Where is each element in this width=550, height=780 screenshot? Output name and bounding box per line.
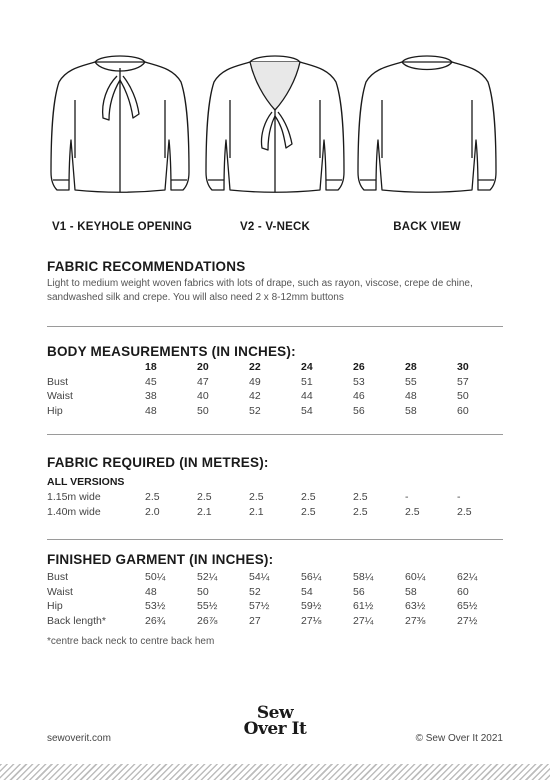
table-cell: 55 (405, 375, 417, 388)
table-row (47, 585, 509, 600)
table-cell: 2.5 (353, 491, 368, 504)
table-cell: 27⅛ (301, 614, 322, 627)
table-cell: 47 (197, 375, 209, 388)
divider (47, 539, 503, 540)
table-row (47, 404, 509, 419)
table-cell: 40 (197, 390, 209, 403)
table-row (47, 505, 509, 520)
table-cell: 27⅜ (405, 614, 426, 627)
row-label: Waist (47, 390, 73, 403)
table-cell: 50¼ (145, 571, 166, 584)
table-cell: 48 (145, 585, 157, 598)
size-cell: 28 (405, 361, 417, 374)
finished-garment-table (47, 570, 509, 628)
size-cell: 20 (197, 361, 209, 374)
table-cell: 50 (457, 390, 469, 403)
table-cell: 2.5 (301, 491, 316, 504)
size-cell: 30 (457, 361, 469, 374)
v1-blouse-illustration (45, 40, 195, 200)
table-row (47, 570, 509, 585)
table-cell: 46 (353, 390, 365, 403)
table-cell: 58 (405, 404, 417, 417)
v2-label: V2 - V-NECK (240, 221, 310, 233)
fabric-required-heading: FABRIC REQUIRED (IN METRES): (47, 455, 269, 470)
table-cell: 53½ (145, 600, 166, 613)
v1-label: V1 - KEYHOLE OPENING (51, 221, 193, 233)
table-cell: 54¼ (249, 571, 270, 584)
table-cell: 61½ (353, 600, 374, 613)
divider (47, 434, 503, 435)
table-row (47, 599, 509, 614)
table-cell: 2.1 (249, 505, 264, 518)
table-cell: 44 (301, 390, 313, 403)
table-cell: 48 (145, 404, 157, 417)
table-cell: 26⅞ (197, 614, 218, 627)
table-cell: 54 (301, 404, 313, 417)
row-label: 1.15m wide (47, 491, 101, 504)
table-cell: 56 (353, 404, 365, 417)
v2-blouse-illustration (200, 40, 350, 200)
table-cell: 52¼ (197, 571, 218, 584)
size-cell: 24 (301, 361, 313, 374)
body-measurements-heading: BODY MEASUREMENTS (IN INCHES): (47, 344, 296, 359)
row-label: Bust (47, 375, 69, 388)
table-cell: 2.5 (405, 505, 420, 518)
back-view-label: BACK VIEW (393, 221, 461, 233)
table-cell: 51 (301, 375, 313, 388)
table-cell: 2.5 (457, 505, 472, 518)
fabric-recommendations-text: Light to medium weight woven fabrics with lots of drape, such as rayon, viscose, crepe de chine, sandwashed silk and crepe. You will also need 2 x 8-12mm buttons (47, 278, 473, 303)
table-cell: 2.5 (249, 491, 264, 504)
body-measurements-table (47, 360, 509, 418)
table-cell: 49 (249, 375, 261, 388)
row-label: Waist (47, 585, 73, 598)
sew-over-it-logo (225, 705, 325, 737)
divider (47, 326, 503, 327)
table-cell: 27½ (457, 614, 478, 627)
table-cell: 26¾ (145, 614, 166, 627)
table-cell: 58 (405, 585, 417, 598)
diagonal-stripe-border (0, 764, 550, 780)
table-cell: 65½ (457, 600, 478, 613)
table-row (47, 375, 509, 390)
table-cell: 54 (301, 585, 313, 598)
table-row (47, 490, 509, 505)
table-cell: 53 (353, 375, 365, 388)
table-cell: 59½ (301, 600, 322, 613)
table-cell: 2.5 (353, 505, 368, 518)
row-label: Bust (47, 571, 69, 584)
table-cell: 48 (405, 390, 417, 403)
table-cell: 38 (145, 390, 157, 403)
table-cell: 52 (249, 585, 261, 598)
table-cell: 62¼ (457, 571, 478, 584)
fabric-required-table (47, 490, 509, 519)
table-cell: 52 (249, 404, 261, 417)
back-length-footnote: *centre back neck to centre back hem (47, 636, 215, 647)
table-cell: 27¼ (353, 614, 374, 627)
table-cell: 45 (145, 375, 157, 388)
table-cell: 2.1 (197, 505, 212, 518)
table-cell: 27 (249, 614, 261, 627)
table-cell: 2.5 (301, 505, 316, 518)
size-cell: 26 (353, 361, 365, 374)
back-view-illustration (352, 40, 502, 200)
fabric-recommendations-heading: FABRIC RECOMMENDATIONS (47, 259, 246, 274)
table-cell: 2.0 (145, 505, 160, 518)
table-cell: 60 (457, 404, 469, 417)
table-cell: 42 (249, 390, 261, 403)
table-row (47, 389, 509, 404)
table-cell: 2.5 (145, 491, 160, 504)
row-label: Back length* (47, 614, 106, 627)
row-label: Hip (47, 600, 63, 613)
all-versions-subheading: ALL VERSIONS (47, 476, 125, 488)
size-cell: 22 (249, 361, 261, 374)
table-cell: 56 (353, 585, 365, 598)
size-header-row (47, 360, 509, 375)
row-label: Hip (47, 404, 63, 417)
row-label: 1.40m wide (47, 505, 101, 518)
table-cell: 57 (457, 375, 469, 388)
finished-garment-heading: FINISHED GARMENT (IN INCHES): (47, 552, 274, 567)
table-cell: 55½ (197, 600, 218, 613)
table-cell: - (457, 491, 461, 504)
copyright-text: © Sew Over It 2021 (415, 733, 503, 744)
table-row (47, 614, 509, 629)
table-cell: 50 (197, 404, 209, 417)
table-cell: 56¼ (301, 571, 322, 584)
table-cell: 60 (457, 585, 469, 598)
logo-line-1: Sew (256, 703, 294, 723)
table-cell: 63½ (405, 600, 426, 613)
table-cell: 2.5 (197, 491, 212, 504)
table-cell: 58¼ (353, 571, 374, 584)
table-cell: 50 (197, 585, 209, 598)
table-cell: - (405, 491, 409, 504)
table-cell: 60¼ (405, 571, 426, 584)
website-link[interactable]: sewoverit.com (47, 733, 111, 744)
table-cell: 57½ (249, 600, 270, 613)
logo-line-2: Over It (243, 719, 307, 739)
size-cell: 18 (145, 361, 157, 374)
